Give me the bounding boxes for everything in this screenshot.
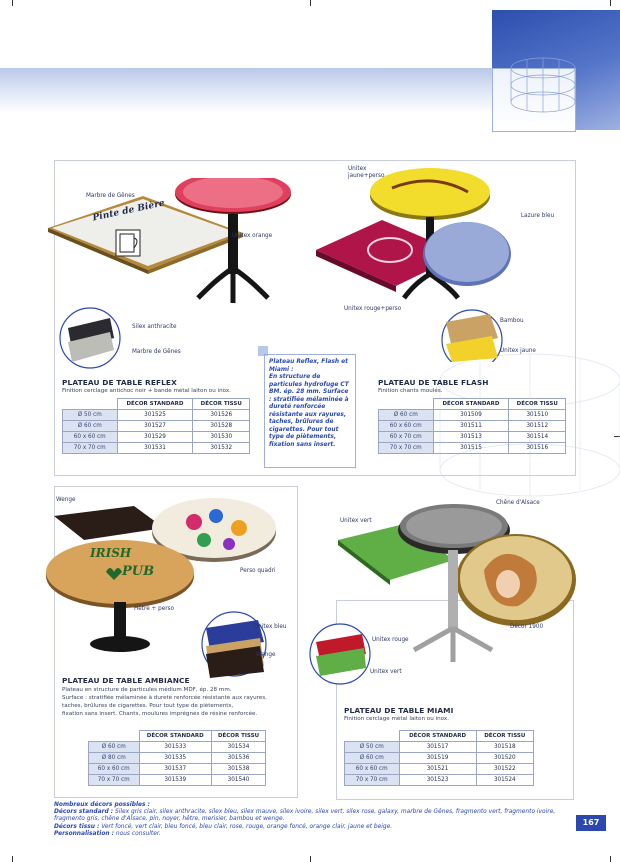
- wireframe-table-icon: [498, 40, 588, 120]
- table-row: [63, 410, 250, 421]
- ref-cell: 301526: [193, 410, 250, 421]
- footer-std-label: Décors standard :: [54, 809, 114, 816]
- ambiance-label-wenge-top: Wenge: [56, 497, 76, 503]
- reflex-price-table: [62, 398, 250, 454]
- ref-cell: 301518: [476, 742, 533, 753]
- size-cell: Ø 80 cm: [89, 753, 140, 764]
- table-row: [89, 753, 266, 764]
- ref-cell: 301539: [139, 775, 212, 786]
- table-row: [89, 764, 266, 775]
- ref-cell: 301520: [476, 753, 533, 764]
- table-row: [379, 421, 566, 432]
- miami-illustration: [304, 500, 584, 690]
- table-row: [89, 742, 266, 753]
- reflex-label-unitex-orange: Unitex orange: [232, 233, 273, 239]
- ref-cell: 301523: [399, 775, 476, 786]
- ref-cell: 301530: [193, 432, 250, 443]
- table-row: [379, 410, 566, 421]
- ref-cell: 301529: [117, 432, 193, 443]
- miami-title: PLATEAU DE TABLE MIAMI: [344, 706, 454, 715]
- size-cell: Ø 60 cm: [89, 742, 140, 753]
- note-title: Plateau Reflex, Flash et Miami :: [269, 359, 348, 373]
- note-body: En structure de particules hydrofuge CT BM. ép. 28 mm. Surface : stratifiée mélaminée à dureté renforcée résistante aux rayures, taches, brûlures de cigarettes. Pour tout type de piètements, fixation sans insert.: [269, 374, 349, 448]
- flash-header-tissu: DÉCOR TISSU: [509, 399, 566, 410]
- ref-cell: 301512: [509, 421, 566, 432]
- ambiance-label-perso-quadri: Perso quadri: [240, 568, 276, 574]
- ref-cell: 301535: [139, 753, 212, 764]
- ambiance-title: PLATEAU DE TABLE AMBIANCE: [62, 676, 190, 685]
- ambiance-header-std: DÉCOR STANDARD: [139, 731, 212, 742]
- reflex-label-marbre-bottom: Marbre de Gênes: [132, 349, 181, 355]
- reflex-subtitle: Finition cerclage antichoc noir + bande métal laiton ou inox.: [62, 388, 231, 394]
- table-row: [63, 421, 250, 432]
- ambiance-label-hetre: Hêtre + perso: [134, 606, 174, 612]
- ref-cell: 301533: [139, 742, 212, 753]
- size-cell: 70 x 70 cm: [63, 443, 118, 454]
- ref-cell: 301517: [399, 742, 476, 753]
- reflex-title: PLATEAU DE TABLE REFLEX: [62, 378, 177, 387]
- flash-label-bambou: Bambou: [500, 318, 524, 324]
- table-row: [63, 432, 250, 443]
- table-row: [345, 742, 534, 753]
- reflex-label-silex: Silex anthracite: [132, 324, 177, 330]
- flash-header-std: DÉCOR STANDARD: [433, 399, 509, 410]
- miami-label-unitex-rouge: Unitex rouge: [372, 637, 409, 643]
- ref-cell: 301510: [509, 410, 566, 421]
- ambiance-label-unitex-bleu: Unitex bleu: [254, 624, 287, 630]
- flash-title: PLATEAU DE TABLE FLASH: [378, 378, 489, 387]
- ref-cell: 301527: [117, 421, 193, 432]
- reflex-label-marbre-top: Marbre de Gênes: [86, 193, 135, 199]
- reflex-header-std: DÉCOR STANDARD: [117, 399, 193, 410]
- note-box: [264, 354, 356, 468]
- table-row: [345, 753, 534, 764]
- miami-subtitle: Finition cerclage métal laiton ou inox.: [344, 716, 449, 722]
- ref-cell: 301515: [433, 443, 509, 454]
- flash-label-unitex-jaune-perso: Unitex jaune+perso: [348, 166, 385, 179]
- footer-notes: [54, 802, 574, 838]
- size-cell: 60 x 70 cm: [379, 432, 434, 443]
- flash-illustration: [312, 162, 512, 362]
- size-cell: 60 x 60 cm: [345, 764, 400, 775]
- flash-label-unitex-rouge-perso: Unitex rouge+perso: [344, 306, 402, 312]
- miami-label-unitex-vert-bottom: Unitex vert: [370, 669, 402, 675]
- ref-cell: 301509: [433, 410, 509, 421]
- size-cell: Ø 60 cm: [63, 421, 118, 432]
- ref-cell: 301521: [399, 764, 476, 775]
- flash-label-unitex-jaune: Unitex jaune: [500, 348, 536, 354]
- size-cell: 60 x 60 cm: [63, 432, 118, 443]
- ref-cell: 301511: [433, 421, 509, 432]
- table-row: [379, 443, 566, 454]
- ref-cell: 301536: [212, 753, 266, 764]
- footer-perso-label: Personnalisation :: [54, 830, 114, 837]
- table-row: [89, 775, 266, 786]
- footer-std-text: Silex gris clair, silex anthracite, silex bleu, silex mauve, silex ivoire, silex vert, silex rose, galaxy, marbre de Gênes, fragmento vert, fragmento ivoire, fragmento gris, chêne d'Alsace, pin, noyer, hêtre, merisier, bambou et wenge.: [54, 809, 556, 823]
- ref-cell: 301540: [212, 775, 266, 786]
- flash-subtitle: Finition chants moulés.: [378, 388, 443, 394]
- ref-cell: 301525: [117, 410, 193, 421]
- footer-tissu-label: Décors tissu :: [54, 823, 100, 830]
- ref-cell: 301524: [476, 775, 533, 786]
- size-cell: Ø 50 cm: [63, 410, 118, 421]
- miami-header-tissu: DÉCOR TISSU: [476, 731, 533, 742]
- table-row: [345, 775, 534, 786]
- footer-perso-text: nous consulter.: [115, 830, 161, 837]
- size-cell: 60 x 60 cm: [379, 421, 434, 432]
- size-cell: Ø 60 cm: [345, 753, 400, 764]
- ref-cell: 301538: [212, 764, 266, 775]
- miami-header-std: DÉCOR STANDARD: [399, 731, 476, 742]
- ambiance-subtitle-2: Surface : stratifiée mélaminée à dureté renforcée résistante aux rayures,: [62, 695, 267, 701]
- page-number: 167: [576, 815, 606, 831]
- table-row: [379, 432, 566, 443]
- ref-cell: 301528: [193, 421, 250, 432]
- reflex-tabletop-text: Pinte de Bière: [91, 198, 166, 224]
- size-cell: 70 x 70 cm: [379, 443, 434, 454]
- flash-price-table: [378, 398, 566, 454]
- ref-cell: 301534: [212, 742, 266, 753]
- size-cell: 60 x 60 cm: [89, 764, 140, 775]
- size-cell: 70 x 70 cm: [345, 775, 400, 786]
- ref-cell: 301537: [139, 764, 212, 775]
- size-cell: 70 x 70 cm: [89, 775, 140, 786]
- reflex-header-tissu: DÉCOR TISSU: [193, 399, 250, 410]
- ambiance-tabletop-text-2: PUB: [122, 564, 155, 579]
- miami-label-decor1900: Décor 1900: [510, 624, 544, 630]
- ambiance-header-tissu: DÉCOR TISSU: [212, 731, 266, 742]
- footer-tissu-text: Vert foncé, vert clair, bleu foncé, bleu clair, rose, rouge, orange foncé, orange clair, jaune et beige.: [101, 823, 393, 830]
- miami-label-chene: Chêne d'Alsace: [496, 500, 540, 506]
- ref-cell: 301514: [509, 432, 566, 443]
- ambiance-tabletop-text-1: IRISH: [90, 546, 132, 560]
- ambiance-subtitle-1: Plateau en structure de particules médium MDF, ép. 28 mm.: [62, 687, 232, 693]
- ambiance-price-table: [88, 730, 266, 786]
- ref-cell: 301519: [399, 753, 476, 764]
- ref-cell: 301522: [476, 764, 533, 775]
- ambiance-subtitle-3: taches, brûlures de cigarettes. Pour tout type de piètements,: [62, 703, 234, 709]
- miami-price-table: [344, 730, 534, 786]
- ref-cell: 301516: [509, 443, 566, 454]
- flash-label-lazure: Lazure bleu: [521, 213, 555, 219]
- ambiance-label-wenge-bottom: Wenge: [256, 652, 276, 658]
- table-row: [345, 764, 534, 775]
- ref-cell: 301532: [193, 443, 250, 454]
- ref-cell: 301513: [433, 432, 509, 443]
- size-cell: Ø 60 cm: [379, 410, 434, 421]
- ref-cell: 301531: [117, 443, 193, 454]
- table-row: [63, 443, 250, 454]
- size-cell: Ø 50 cm: [345, 742, 400, 753]
- ambiance-subtitle-4: fixation sans insert. Chants, moulures imprégnés de résine renforcée.: [62, 711, 258, 717]
- miami-label-unitex-vert-top: Unitex vert: [340, 518, 372, 524]
- footer-line1: Nombreux décors possibles :: [54, 802, 150, 808]
